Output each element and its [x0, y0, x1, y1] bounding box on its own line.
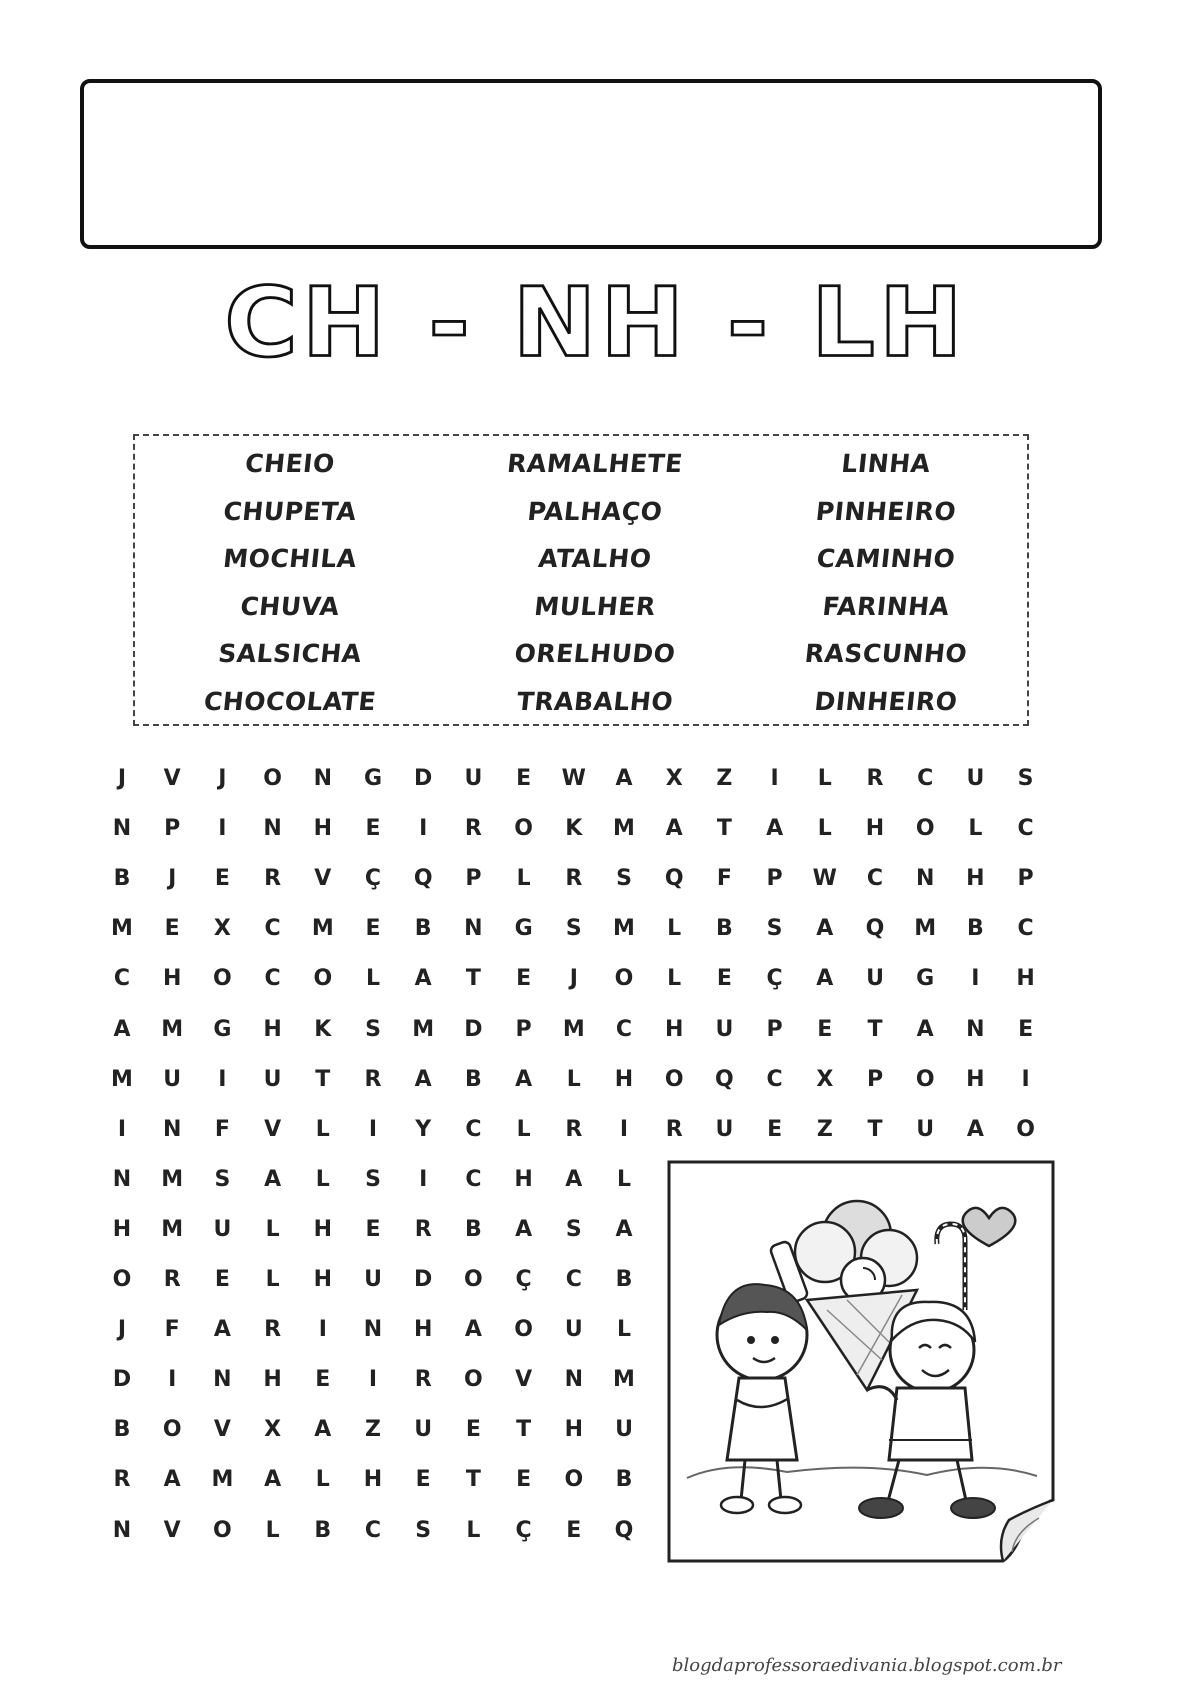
grid-letter[interactable]: I: [770, 766, 779, 791]
grid-letter[interactable]: M: [412, 1016, 435, 1042]
grid-letter[interactable]: A: [916, 1016, 934, 1042]
grid-letter[interactable]: Ç: [515, 1517, 532, 1543]
word-list-item: SALSICHA: [216, 639, 364, 668]
grid-letter[interactable]: N: [313, 766, 332, 791]
grid-letter[interactable]: S: [365, 1166, 381, 1192]
grid-letter[interactable]: I: [971, 966, 980, 992]
grid-letter[interactable]: E: [1018, 1016, 1034, 1042]
grid-letter[interactable]: P: [515, 1016, 532, 1042]
grid-letter[interactable]: A: [816, 916, 834, 942]
grid-letter[interactable]: N: [213, 1367, 232, 1393]
word-list-item: TRABALHO: [515, 686, 675, 716]
word-list-item: PINHEIRO: [814, 496, 958, 526]
grid-letter[interactable]: N: [263, 816, 282, 842]
grid-letter[interactable]: Ç: [766, 966, 783, 992]
grid-letter[interactable]: S: [766, 916, 783, 942]
grid-letter[interactable]: H: [564, 1417, 583, 1443]
grid-letter[interactable]: I: [368, 1116, 378, 1142]
grid-letter[interactable]: Ç: [515, 1267, 532, 1292]
grid-letter[interactable]: F: [716, 866, 732, 892]
grid-letter[interactable]: Q: [865, 916, 885, 942]
grid-letter[interactable]: E: [716, 966, 732, 992]
grid-letter[interactable]: X: [665, 766, 683, 791]
grid-letter[interactable]: A: [264, 1166, 282, 1192]
grid-letter[interactable]: B: [615, 1467, 633, 1493]
grid-letter[interactable]: V: [163, 766, 181, 791]
grid-letter[interactable]: V: [314, 866, 332, 892]
grid-letter[interactable]: T: [465, 1467, 481, 1493]
grid-letter[interactable]: L: [516, 866, 531, 892]
grid-letter[interactable]: U: [916, 1116, 935, 1142]
grid-letter[interactable]: H: [966, 1066, 985, 1092]
grid-letter[interactable]: A: [414, 966, 432, 992]
grid-letter[interactable]: A: [314, 1417, 332, 1443]
grid-letter[interactable]: B: [967, 916, 984, 942]
grid-letter[interactable]: R: [264, 866, 282, 892]
word-list-item: RASCUNHO: [803, 639, 969, 668]
credit-url: blogdaprofessoraedivania.blogspot.com.br: [672, 1655, 1062, 1676]
grid-letter[interactable]: E: [465, 1417, 481, 1443]
grid-letter[interactable]: R: [464, 816, 482, 842]
grid-letter[interactable]: D: [414, 1267, 433, 1292]
grid-letter[interactable]: U: [414, 1417, 433, 1443]
grid-letter[interactable]: S: [365, 1016, 381, 1042]
grid-letter[interactable]: N: [112, 816, 132, 842]
grid-letter[interactable]: V: [163, 1517, 181, 1543]
grid-letter[interactable]: W: [561, 766, 586, 791]
word-list-item: CHUVA: [238, 591, 342, 621]
word-list-item: CHEIO: [243, 449, 337, 478]
grid-letter[interactable]: A: [515, 1216, 533, 1242]
grid-letter[interactable]: E: [817, 1016, 833, 1042]
grid-letter[interactable]: X: [213, 916, 231, 942]
grid-letter[interactable]: L: [667, 916, 682, 942]
grid-letter[interactable]: G: [363, 766, 383, 791]
grid-letter[interactable]: E: [365, 1216, 381, 1242]
grid-letter[interactable]: H: [112, 1216, 132, 1242]
grid-letter[interactable]: A: [615, 766, 633, 791]
grid-letter[interactable]: Ç: [364, 866, 382, 892]
grid-letter[interactable]: M: [111, 1066, 133, 1092]
grid-letter[interactable]: R: [665, 1116, 683, 1142]
grid-letter[interactable]: M: [161, 1216, 184, 1242]
grid-letter[interactable]: E: [516, 966, 532, 992]
grid-letter[interactable]: N: [966, 1016, 985, 1042]
grid-letter[interactable]: O: [915, 1066, 935, 1092]
grid-letter[interactable]: A: [565, 1166, 583, 1192]
grid-letter[interactable]: X: [264, 1417, 282, 1443]
grid-letter[interactable]: J: [117, 766, 127, 791]
grid-letter[interactable]: M: [613, 1367, 635, 1393]
grid-letter[interactable]: L: [817, 816, 832, 842]
grid-letter[interactable]: Q: [614, 1517, 634, 1543]
illustration-drawing: [667, 1160, 1057, 1563]
grid-letter[interactable]: N: [112, 1517, 132, 1543]
word-list-item: ATALHO: [537, 544, 654, 573]
grid-letter[interactable]: U: [564, 1317, 583, 1343]
grid-letter[interactable]: E: [516, 1467, 532, 1493]
grid-letter[interactable]: I: [419, 816, 428, 842]
grid-letter[interactable]: V: [515, 1367, 533, 1393]
grid-letter[interactable]: E: [214, 1267, 230, 1292]
grid-letter[interactable]: L: [315, 1166, 330, 1192]
grid-letter[interactable]: R: [414, 1216, 432, 1242]
grid-letter[interactable]: H: [263, 1367, 282, 1393]
grid-letter[interactable]: V: [264, 1116, 282, 1142]
grid-letter[interactable]: A: [464, 1317, 482, 1343]
grid-letter[interactable]: P: [1017, 866, 1034, 892]
grid-letter[interactable]: M: [914, 916, 937, 942]
page-title: CH - NH - LH: [224, 266, 967, 379]
grid-letter[interactable]: C: [565, 1267, 582, 1292]
grid-letter[interactable]: M: [161, 1016, 184, 1042]
grid-letter[interactable]: O: [464, 1367, 483, 1393]
grid-letter[interactable]: Q: [715, 1066, 734, 1092]
word-list-item: CHOCOLATE: [202, 686, 378, 716]
grid-letter[interactable]: D: [464, 1016, 483, 1042]
grid-letter[interactable]: E: [365, 916, 381, 942]
grid-letter[interactable]: A: [816, 966, 834, 992]
grid-letter[interactable]: C: [113, 966, 131, 992]
word-list-item: FARINHA: [821, 591, 951, 621]
grid-letter[interactable]: H: [313, 1267, 332, 1292]
grid-letter[interactable]: E: [214, 866, 230, 892]
grid-letter[interactable]: S: [415, 1517, 432, 1543]
word-list: [135, 440, 1027, 725]
grid-letter[interactable]: O: [213, 1517, 232, 1543]
grid-letter[interactable]: B: [314, 1517, 332, 1543]
grid-letter[interactable]: O: [614, 966, 634, 992]
grid-letter[interactable]: Z: [816, 1116, 833, 1142]
grid-letter[interactable]: H: [614, 1066, 634, 1092]
grid-letter[interactable]: J: [218, 766, 227, 791]
grid-letter[interactable]: C: [264, 966, 281, 992]
grid-letter[interactable]: W: [812, 866, 837, 892]
grid-letter[interactable]: L: [616, 1166, 632, 1192]
grid-letter[interactable]: N: [112, 1166, 132, 1192]
grid-letter[interactable]: H: [263, 1016, 282, 1042]
grid-letter[interactable]: R: [866, 766, 884, 791]
grid-letter[interactable]: R: [163, 1267, 181, 1292]
grid-letter[interactable]: L: [265, 1216, 280, 1242]
grid-letter[interactable]: A: [414, 1066, 432, 1092]
grid-letter[interactable]: U: [715, 1116, 734, 1142]
grid-letter[interactable]: G: [916, 966, 935, 992]
word-list-item: PALHAÇO: [526, 496, 664, 526]
grid-letter[interactable]: S: [616, 866, 632, 892]
grid-letter[interactable]: R: [264, 1317, 282, 1343]
grid-letter[interactable]: L: [466, 1517, 481, 1543]
grid-letter[interactable]: M: [562, 1016, 585, 1042]
grid-letter[interactable]: U: [163, 1066, 182, 1092]
grid-letter[interactable]: H: [313, 1216, 332, 1242]
grid-letter[interactable]: U: [213, 1216, 232, 1242]
grid-letter[interactable]: M: [613, 916, 635, 942]
grid-letter[interactable]: C: [264, 916, 281, 942]
grid-letter[interactable]: T: [315, 1066, 331, 1092]
grid-letter[interactable]: B: [465, 1066, 482, 1092]
grid-letter[interactable]: L: [968, 816, 983, 842]
grid-letter[interactable]: L: [265, 1517, 280, 1543]
grid-letter[interactable]: Z: [716, 766, 733, 791]
grid-letter[interactable]: A: [264, 1467, 282, 1493]
grid-letter[interactable]: P: [465, 866, 482, 892]
grid-letter[interactable]: O: [213, 966, 232, 992]
grid-letter[interactable]: S: [1017, 766, 1034, 791]
grid-letter[interactable]: U: [364, 1267, 382, 1292]
grid-letter[interactable]: K: [565, 816, 583, 842]
illustration-kids-with-sweets: [667, 1160, 1057, 1563]
grid-letter[interactable]: O: [514, 1317, 533, 1343]
grid-letter[interactable]: L: [265, 1267, 280, 1292]
grid-letter[interactable]: B: [113, 1417, 131, 1443]
grid-letter[interactable]: N: [564, 1367, 583, 1393]
grid-letter[interactable]: C: [465, 1166, 482, 1192]
grid-letter[interactable]: P: [766, 866, 783, 892]
grid-letter[interactable]: U: [715, 1016, 734, 1042]
word-list-item: MOCHILA: [221, 544, 359, 573]
grid-letter[interactable]: B: [414, 916, 432, 942]
grid-letter[interactable]: H: [1016, 966, 1035, 992]
name-box[interactable]: [80, 79, 1102, 249]
grid-letter[interactable]: M: [111, 916, 133, 942]
grid-letter[interactable]: G: [514, 916, 533, 942]
grid-letter[interactable]: L: [566, 1066, 581, 1092]
grid-letter[interactable]: L: [516, 1116, 531, 1142]
grid-letter[interactable]: Q: [664, 866, 684, 892]
grid-letter[interactable]: I: [218, 816, 227, 842]
grid-letter[interactable]: H: [514, 1166, 533, 1192]
grid-letter[interactable]: H: [363, 1467, 383, 1493]
grid-letter[interactable]: Y: [415, 1116, 432, 1142]
word-list-item: DINHEIRO: [813, 686, 959, 716]
grid-letter[interactable]: A: [615, 1216, 633, 1242]
grid-letter[interactable]: T: [867, 1116, 883, 1142]
grid-letter[interactable]: Z: [365, 1417, 381, 1443]
grid-letter[interactable]: E: [566, 1517, 582, 1543]
grid-letter[interactable]: H: [313, 816, 332, 842]
grid-letter[interactable]: H: [413, 1317, 433, 1343]
grid-letter[interactable]: L: [616, 1317, 632, 1343]
word-list-item: LINHA: [840, 449, 933, 478]
grid-letter[interactable]: R: [414, 1367, 432, 1393]
grid-letter[interactable]: L: [315, 1467, 330, 1493]
grid-letter[interactable]: E: [767, 1116, 783, 1142]
grid-letter[interactable]: I: [1021, 1066, 1030, 1092]
grid-letter[interactable]: J: [117, 1317, 127, 1343]
grid-letter[interactable]: U: [966, 766, 985, 791]
grid-letter[interactable]: O: [263, 766, 282, 791]
grid-letter[interactable]: B: [615, 1267, 633, 1292]
grid-letter[interactable]: F: [214, 1116, 230, 1142]
grid-letter[interactable]: E: [516, 766, 532, 791]
grid-letter[interactable]: H: [664, 1016, 684, 1042]
grid-letter[interactable]: G: [213, 1016, 232, 1042]
grid-letter[interactable]: L: [817, 766, 832, 791]
grid-letter[interactable]: S: [214, 1166, 231, 1192]
grid-letter[interactable]: O: [112, 1267, 132, 1292]
grid-letter[interactable]: X: [816, 1066, 834, 1092]
grid-letter[interactable]: O: [313, 966, 333, 992]
grid-letter[interactable]: N: [464, 916, 483, 942]
grid-letter[interactable]: A: [213, 1317, 231, 1343]
grid-letter[interactable]: D: [414, 766, 433, 791]
grid-letter[interactable]: I: [619, 1116, 629, 1142]
grid-letter[interactable]: C: [465, 1116, 482, 1142]
grid-letter[interactable]: I: [368, 1367, 378, 1393]
grid-letter[interactable]: N: [363, 1317, 383, 1343]
grid-letter[interactable]: O: [1016, 1116, 1035, 1142]
grid-letter[interactable]: O: [664, 1066, 684, 1092]
grid-letter[interactable]: H: [162, 966, 182, 992]
grid-letter[interactable]: B: [113, 866, 131, 892]
grid-letter[interactable]: E: [365, 816, 381, 842]
word-list-item: ORELHUDO: [513, 639, 677, 668]
grid-letter[interactable]: H: [865, 816, 885, 842]
grid-letter[interactable]: C: [1017, 916, 1034, 942]
grid-letter[interactable]: O: [514, 816, 533, 842]
grid-letter[interactable]: A: [966, 1116, 984, 1142]
grid-letter[interactable]: E: [315, 1367, 331, 1393]
grid-letter[interactable]: I: [419, 1166, 428, 1192]
word-list-item: RAMALHETE: [505, 449, 685, 478]
grid-letter[interactable]: A: [113, 1016, 131, 1042]
grid-letter[interactable]: A: [766, 816, 784, 842]
grid-letter[interactable]: N: [915, 866, 935, 892]
grid-letter[interactable]: J: [168, 866, 177, 892]
grid-letter[interactable]: V: [213, 1417, 231, 1443]
grid-letter[interactable]: A: [163, 1467, 181, 1493]
grid-letter[interactable]: M: [211, 1467, 234, 1493]
grid-letter[interactable]: C: [866, 866, 884, 892]
grid-letter[interactable]: L: [365, 966, 381, 992]
grid-letter[interactable]: F: [164, 1317, 180, 1343]
grid-letter[interactable]: O: [464, 1267, 483, 1292]
grid-letter[interactable]: Q: [413, 866, 433, 892]
grid-letter[interactable]: I: [168, 1367, 177, 1393]
grid-letter[interactable]: M: [311, 916, 334, 942]
grid-letter[interactable]: A: [515, 1066, 533, 1092]
grid-letter[interactable]: S: [565, 1216, 582, 1242]
word-list-item: MULHER: [532, 591, 658, 621]
grid-letter[interactable]: O: [564, 1467, 584, 1493]
grid-letter[interactable]: K: [314, 1016, 332, 1042]
grid-letter[interactable]: U: [464, 766, 483, 791]
grid-letter[interactable]: M: [613, 816, 635, 842]
grid-letter[interactable]: A: [665, 816, 683, 842]
grid-letter[interactable]: D: [112, 1367, 132, 1393]
grid-letter[interactable]: P: [866, 1066, 884, 1092]
grid-letter[interactable]: R: [113, 1467, 131, 1493]
grid-letter[interactable]: R: [565, 866, 583, 892]
grid-letter[interactable]: C: [766, 1066, 783, 1092]
grid-letter[interactable]: I: [117, 1116, 127, 1142]
word-list-item: CAMINHO: [815, 544, 957, 573]
grid-letter[interactable]: I: [218, 1066, 227, 1092]
grid-letter[interactable]: O: [162, 1417, 182, 1443]
grid-letter[interactable]: T: [716, 816, 732, 842]
grid-letter[interactable]: B: [465, 1216, 482, 1242]
grid-letter[interactable]: U: [263, 1066, 282, 1092]
grid-letter[interactable]: C: [917, 766, 934, 791]
grid-letter[interactable]: L: [667, 966, 682, 992]
grid-letter[interactable]: C: [364, 1517, 382, 1543]
grid-letter[interactable]: M: [161, 1166, 184, 1192]
grid-letter[interactable]: B: [716, 916, 733, 942]
grid-letter[interactable]: E: [415, 1467, 431, 1493]
grid-letter[interactable]: U: [866, 966, 884, 992]
grid-letter[interactable]: J: [569, 966, 578, 992]
grid-letter[interactable]: E: [164, 916, 180, 942]
grid-letter[interactable]: U: [615, 1417, 633, 1443]
word-list-box: [133, 434, 1029, 726]
grid-letter[interactable]: N: [162, 1116, 182, 1142]
grid-letter[interactable]: P: [164, 816, 181, 842]
grid-letter[interactable]: P: [766, 1016, 783, 1042]
word-list-item: CHUPETA: [222, 496, 359, 526]
grid-letter[interactable]: R: [565, 1116, 583, 1142]
grid-letter[interactable]: C: [1017, 816, 1034, 842]
grid-letter[interactable]: S: [565, 916, 582, 942]
grid-letter[interactable]: C: [615, 1016, 633, 1042]
grid-letter[interactable]: T: [867, 1016, 883, 1042]
grid-letter[interactable]: O: [915, 816, 935, 842]
grid-letter[interactable]: H: [966, 866, 985, 892]
grid-letter[interactable]: R: [364, 1066, 382, 1092]
grid-letter[interactable]: T: [465, 966, 481, 992]
grid-letter[interactable]: L: [315, 1116, 330, 1142]
grid-letter[interactable]: I: [318, 1317, 327, 1343]
grid-letter[interactable]: T: [516, 1417, 532, 1443]
